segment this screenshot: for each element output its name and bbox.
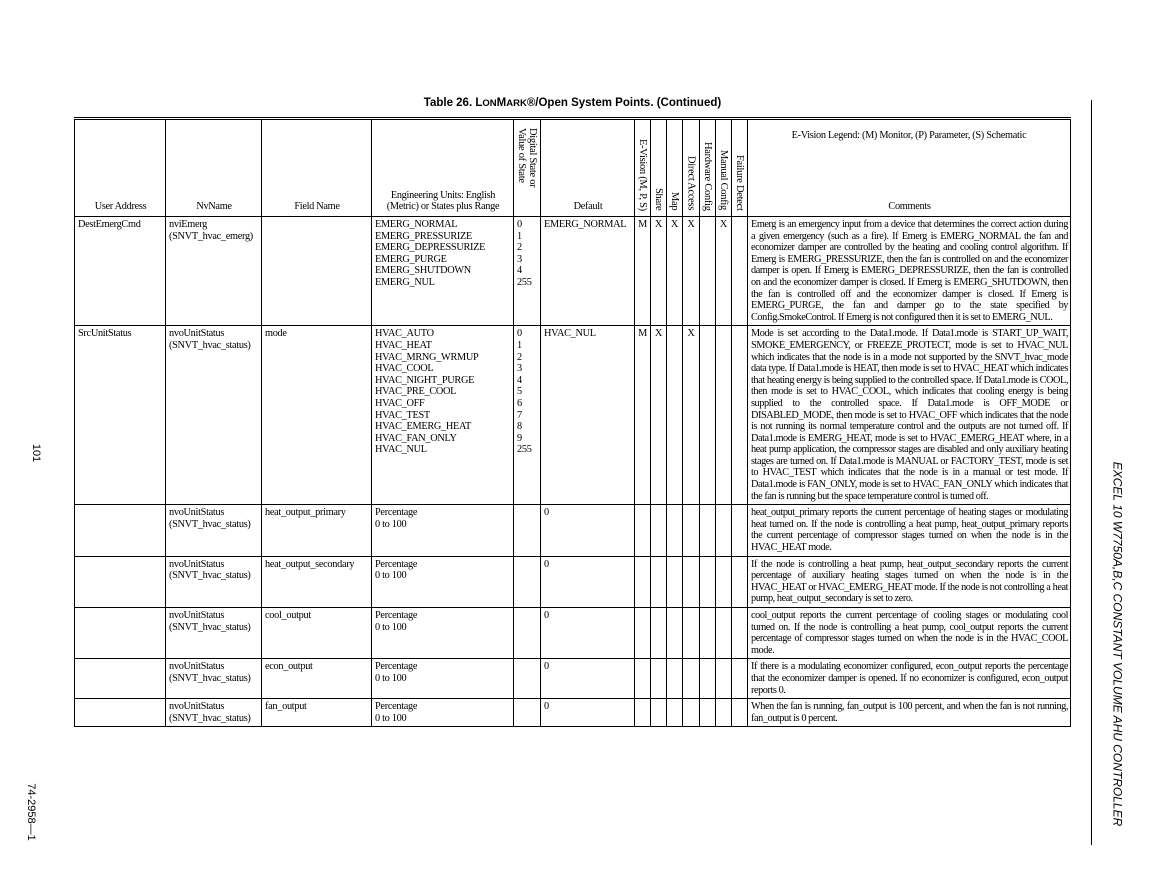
header-manual-config-cell — [716, 119, 732, 217]
caption-lonmark-l: L — [475, 97, 483, 109]
cell-nv-name: nvoUnitStatus (SNVT_hvac_status) — [166, 608, 262, 659]
cell-comments: If the node is controlling a heat pump, heat_output_secondary reports the current percentage of auxiliary heating stages turned on when the node is in the HVAC_HEAT or HVAC_EMERG_HEAT mode. If the node is not controlling a heat pump, heat_output_secondary is set to zero. — [748, 556, 1071, 607]
header-direct-access-cell — [683, 119, 700, 217]
cell-evision-flag — [635, 699, 651, 727]
header-default: Default — [541, 119, 635, 217]
caption-mark-rest: ARK — [506, 98, 527, 109]
cell-nv-name: nvoUnitStatus (SNVT_hvac_status) — [166, 659, 262, 699]
cell-engineering-units: Percentage 0 to 100 — [372, 505, 514, 556]
cell-manual-config-flag — [716, 699, 732, 727]
cell-engineering-units: Percentage 0 to 100 — [372, 608, 514, 659]
cell-engineering-units: Percentage 0 to 100 — [372, 659, 514, 699]
header-digital-state: Digital State or Value of State — [516, 128, 538, 188]
cell-user-address: DestEmergCmd — [75, 217, 166, 326]
cell-comments: If there is a modulating economizer configured, econ_output reports the percentage that the economizer damper is opened. If no economizer is configured, econ_output reports 0. — [748, 659, 1071, 699]
cell-evision-flag: M — [635, 326, 651, 505]
cell-engineering-units: Percentage 0 to 100 — [372, 556, 514, 607]
cell-digital-state — [514, 659, 541, 699]
cell-digital-state: 0 1 2 3 4 5 6 7 8 9 255 — [514, 326, 541, 505]
cell-engineering-units: Percentage 0 to 100 — [372, 699, 514, 727]
cell-default-value: EMERG_NORMAL — [541, 217, 635, 326]
cell-hardware-config-flag — [700, 217, 716, 326]
cell-hardware-config-flag — [700, 505, 716, 556]
cell-default-value: 0 — [541, 608, 635, 659]
cell-share-flag: X — [651, 217, 667, 326]
running-title: EXCEL 10 W7750A,B,C CONSTANT VOLUME AHU CONTROLLER — [1110, 461, 1125, 827]
table-row — [75, 217, 1071, 326]
cell-failure-detect-flag — [732, 556, 748, 607]
cell-evision-flag — [635, 608, 651, 659]
cell-comments: When the fan is running, fan_output is 100 percent, and when the fan is not running, fan_output is 0 percent. — [748, 699, 1071, 727]
cell-nv-name: nvoUnitStatus (SNVT_hvac_status) — [166, 699, 262, 727]
header-digital-state-cell — [514, 119, 541, 217]
cell-share-flag — [651, 608, 667, 659]
cell-digital-state — [514, 608, 541, 659]
cell-user-address: SrcUnitStatus — [75, 326, 166, 505]
cell-field-name: fan_output — [262, 699, 372, 727]
cell-map-flag — [667, 659, 683, 699]
caption-lonmark-rest: ON — [482, 98, 497, 109]
table-row — [75, 659, 1071, 699]
cell-user-address — [75, 608, 166, 659]
cell-default-value: 0 — [541, 556, 635, 607]
cell-digital-state: 0 1 2 3 4 255 — [514, 217, 541, 326]
cell-engineering-units: EMERG_NORMAL EMERG_PRESSURIZE EMERG_DEPRESSURIZE EMERG_PURGE EMERG_SHUTDOWN EMERG_NUL — [372, 217, 514, 326]
cell-direct-access-flag — [683, 556, 700, 607]
cell-manual-config-flag — [716, 326, 732, 505]
cell-nv-name: nviEmerg (SNVT_hvac_emerg) — [166, 217, 262, 326]
cell-share-flag: X — [651, 326, 667, 505]
cell-comments: cool_output reports the current percentage of cooling stages or modulating cool turned on. If the node is controlling a heat pump, cool_output reports the current percentage of compressor stages turned on when the node is in the HVAC_COOL mode. — [748, 608, 1071, 659]
cell-hardware-config-flag — [700, 326, 716, 505]
cell-map-flag — [667, 608, 683, 659]
cell-nv-name: nvoUnitStatus (SNVT_hvac_status) — [166, 326, 262, 505]
cell-map-flag — [667, 505, 683, 556]
evision-legend: E-Vision Legend: (M) Monitor, (P) Parameter, (S) Schematic — [791, 130, 1027, 141]
header-comments-cell — [748, 119, 1071, 217]
cell-digital-state — [514, 699, 541, 727]
cell-comments: Emerg is an emergency input from a device that determines the correct action during a given emergency (such as a fire). If Emerg is EMERG_NORMAL the fan and economizer damper are controlled by the heating and cooling control algorithm. If Emerg is EMERG_PRESSURIZE, then the fan is controlled on and the economizer damper is open. If Emerg is EMERG_DEPRESSURIZE, then the fan is controlled on and the economizer damper is closed. If Emerg is EMERG_SHUTDOWN, then the fan is controlled off and the economizer damper is closed. If Emerg is EMERG_PURGE, the fan and damper go to the state specified by Config.SmokeControl. If Emerg is not configured then it is set to EMERG_NUL. — [748, 217, 1071, 326]
cell-failure-detect-flag — [732, 505, 748, 556]
doc-number: 74-2958—1 — [24, 783, 37, 841]
cell-map-flag — [667, 556, 683, 607]
header-evision: E-Vision (M, P, S) — [637, 138, 648, 211]
cell-direct-access-flag: X — [683, 326, 700, 505]
right-margin-rule — [1091, 100, 1092, 845]
cell-evision-flag — [635, 505, 651, 556]
cell-field-name: econ_output — [262, 659, 372, 699]
cell-manual-config-flag: X — [716, 217, 732, 326]
header-hardware-config-cell — [700, 119, 716, 217]
cell-manual-config-flag — [716, 659, 732, 699]
cell-hardware-config-flag — [700, 699, 716, 727]
cell-user-address — [75, 659, 166, 699]
cell-comments: Mode is set according to the Data1.mode. If Data1.mode is START_UP_WAIT, SMOKE_EMERGENCY, or FREEZE_PROTECT, mode is set to HVAC_NUL which indicates that the node is in a mode not supported by the SNVT_hvac_mode data type. If Data1.mode is HEAT, then mode is set to HVAC_HEAT which indicates that heating energy is being supplied to the controlled space. If Data1.mode is COOL, then mode is set to HVAC_COOL, which indicates that cooling energy is being supplied to the controlled space. If Data1.mode is OFF_MODE or DISABLED_MODE, then mode is set to HVAC_OFF which indicates that the node is not running its normal temperature control and the outputs are not turned off. If Data1.mode is EMERG_HEAT, mode is set to HVAC_EMERG_HEAT where, in a heat pump application, the compressor stages are disabled and only auxiliary heating stages are turned on. If Data1.mode is MANUAL or FACTORY_TEST, mode is set to HVAC_TEST which indicates that the node is in a manual or test mode. If Data1.mode is FAN_ONLY, mode is set to HVAC_FAN_ONLY which indicates that the fan is running but the space temperature control is turned off. — [748, 326, 1071, 505]
cell-field-name: cool_output — [262, 608, 372, 659]
cell-field-name — [262, 217, 372, 326]
cell-failure-detect-flag — [732, 217, 748, 326]
cell-manual-config-flag — [716, 556, 732, 607]
header-failure-detect: Failure Detect — [734, 154, 745, 211]
cell-nv-name: nvoUnitStatus (SNVT_hvac_status) — [166, 505, 262, 556]
table-row — [75, 699, 1071, 727]
cell-evision-flag — [635, 556, 651, 607]
cell-share-flag — [651, 556, 667, 607]
cell-user-address — [75, 556, 166, 607]
caption-suffix: ®/Open System Points. (Continued) — [526, 97, 722, 109]
cell-digital-state — [514, 556, 541, 607]
cell-direct-access-flag — [683, 659, 700, 699]
header-manual-config: Manual Config — [718, 150, 729, 211]
header-engineering-units: Engineering Units: English (Metric) or States plus Range — [372, 119, 514, 217]
cell-direct-access-flag — [683, 608, 700, 659]
cell-failure-detect-flag — [732, 699, 748, 727]
cell-direct-access-flag — [683, 505, 700, 556]
cell-field-name: heat_output_secondary — [262, 556, 372, 607]
cell-failure-detect-flag — [732, 608, 748, 659]
cell-evision-flag — [635, 659, 651, 699]
page-number: 101 — [30, 443, 43, 463]
header-row — [75, 119, 1071, 217]
cell-manual-config-flag — [716, 608, 732, 659]
header-share-cell — [651, 119, 667, 217]
cell-direct-access-flag — [683, 699, 700, 727]
header-field-name: Field Name — [262, 119, 372, 217]
cell-failure-detect-flag — [732, 326, 748, 505]
cell-digital-state — [514, 505, 541, 556]
cell-hardware-config-flag — [700, 608, 716, 659]
caption-mark-m: M — [496, 97, 507, 109]
cell-default-value: 0 — [541, 505, 635, 556]
table-row — [75, 608, 1071, 659]
cell-default-value: 0 — [541, 659, 635, 699]
header-map: Map — [669, 192, 680, 211]
cell-nv-name: nvoUnitStatus (SNVT_hvac_status) — [166, 556, 262, 607]
header-hardware-config: Hardware Config — [702, 141, 713, 211]
cell-field-name: mode — [262, 326, 372, 505]
cell-user-address — [75, 505, 166, 556]
cell-field-name: heat_output_primary — [262, 505, 372, 556]
cell-map-flag — [667, 699, 683, 727]
caption-prefix: Table 26. — [423, 97, 476, 109]
header-nv-name: NvName — [166, 119, 262, 217]
cell-manual-config-flag — [716, 505, 732, 556]
header-evision-cell — [635, 119, 651, 217]
cell-share-flag — [651, 659, 667, 699]
cell-direct-access-flag: X — [683, 217, 700, 326]
cell-evision-flag: M — [635, 217, 651, 326]
cell-hardware-config-flag — [700, 659, 716, 699]
table-row — [75, 326, 1071, 505]
cell-failure-detect-flag — [732, 659, 748, 699]
cell-share-flag — [651, 505, 667, 556]
header-comments: Comments — [888, 201, 931, 213]
table-caption — [0, 97, 1145, 109]
open-system-points-table — [74, 117, 1071, 727]
cell-user-address — [75, 699, 166, 727]
header-share: Share — [653, 187, 664, 211]
cell-share-flag — [651, 699, 667, 727]
cell-engineering-units: HVAC_AUTO HVAC_HEAT HVAC_MRNG_WRMUP HVAC_COOL HVAC_NIGHT_PURGE HVAC_PRE_COOL HVAC_OFF HVAC_TEST HVAC_EMERG_HEAT HVAC_FAN_ONLY HVAC_NUL — [372, 326, 514, 505]
cell-default-value: HVAC_NUL — [541, 326, 635, 505]
cell-default-value: 0 — [541, 699, 635, 727]
table-row — [75, 505, 1071, 556]
header-failure-detect-cell — [732, 119, 748, 217]
cell-map-flag: X — [667, 217, 683, 326]
header-map-cell — [667, 119, 683, 217]
header-user-address: User Address — [75, 119, 166, 217]
header-direct-access: Direct Access — [685, 156, 697, 211]
cell-comments: heat_output_primary reports the current percentage of heating stages or modulating heat turned on. If the node is controlling a heat pump, heat_output_primary reports the current percentage of compressor stages turned on when the node is in the HVAC_HEAT mode. — [748, 505, 1071, 556]
cell-hardware-config-flag — [700, 556, 716, 607]
table-row — [75, 556, 1071, 607]
cell-map-flag — [667, 326, 683, 505]
